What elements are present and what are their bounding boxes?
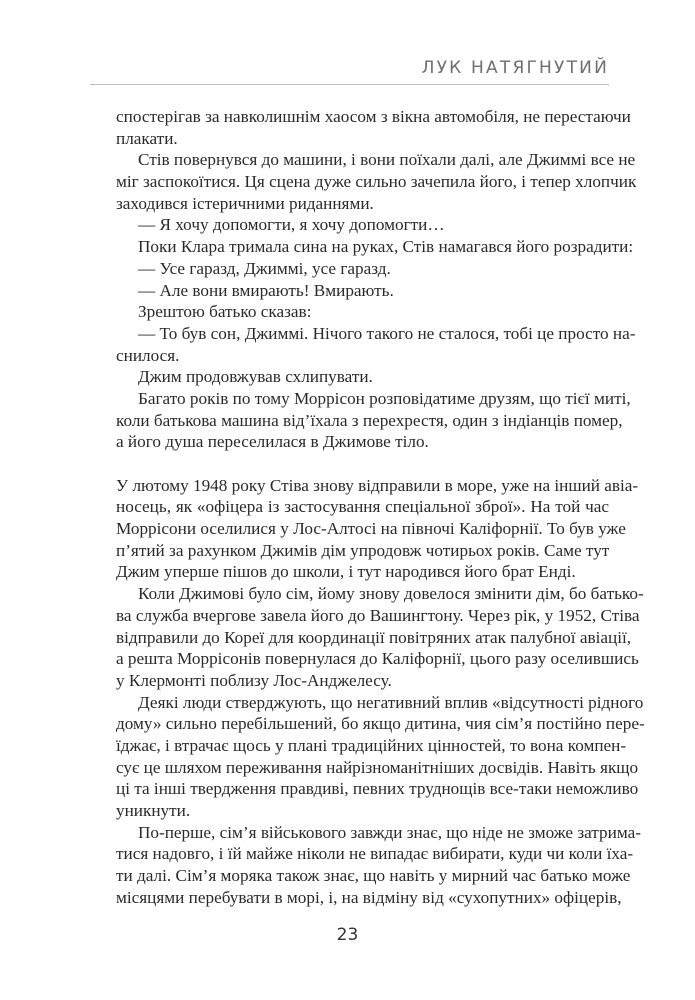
header-rule	[90, 84, 609, 85]
text-line: ці та інші твердження правдиві, певних труднощів все-таки неможливо	[116, 779, 639, 799]
text-line: — Усе гаразд, Джиммі, усе гаразд.	[138, 258, 391, 278]
body-text	[116, 106, 645, 908]
text-line: — Я хочу допомогти, я хочу допомогти…	[138, 215, 445, 235]
text-line: їджає, і втрачає щось у плані традиційних цінностей, то вона компен-	[116, 735, 627, 755]
text-line: Зрештою батько сказав:	[138, 302, 312, 322]
text-line: сує це шляхом переживання найрізноманітніших досвідів. Навіть якщо	[116, 757, 639, 777]
text-line: місяцями перебувати в морі, і, на відміну від «сухопутних» офіцерів,	[116, 887, 622, 907]
text-line: дому» сильно перебільшений, бо якщо дитина, чия сім’я постійно пере-	[116, 714, 645, 734]
running-head-title: ЛУК НАТЯГНУТИЙ	[421, 58, 609, 78]
text-line: снилося.	[116, 345, 180, 365]
text-line: По-перше, сім’я військового завжди знає, що ніде не зможе затрима-	[138, 822, 641, 842]
text-line: уникнути.	[116, 801, 191, 820]
text-line: плакати.	[116, 128, 178, 148]
text-line: — Але вони вмирають! Вмирають.	[138, 280, 394, 300]
text-line: Стів повернувся до машини, і вони поїхали далі, але Джиммі все не	[138, 150, 636, 170]
page-number: 23	[336, 925, 359, 945]
text-line: коли батькова машина від’їхала з перехрестя, один з індіанців помер,	[116, 410, 623, 430]
text-line: а його душа переселилася в Джимове тіло.	[116, 432, 429, 452]
text-line: носець, як «офіцера із застосування спеціальної зброї». На той час	[116, 497, 609, 517]
text-line: — То був сон, Джиммі. Нічого такого не сталося, тобі це просто на-	[138, 323, 636, 343]
text-line: Моррісони оселилися у Лос-Алтосі на півночі Каліфорнії. То був уже	[116, 519, 626, 539]
text-line: у Клермонті поблизу Лос-Анджелесу.	[116, 670, 392, 690]
text-line: п’ятий за рахунком Джимів дім упродовж чотирьох років. Саме тут	[116, 540, 610, 560]
text-line: Коли Джимові було сім, йому знову довелося змінити дім, бо батько-	[138, 584, 644, 604]
text-line: спостерігав за навколишнім хаосом з вікна автомобіля, не перестаючи	[116, 107, 631, 126]
text-line: Деякі люди стверджують, що негативний вплив «відсутності рідного	[138, 692, 644, 712]
text-line: У лютому 1948 року Стіва знову відправили в море, уже на інший авіа-	[116, 475, 639, 495]
text-line: заходився істеричними риданнями.	[116, 193, 374, 213]
text-line: ти далі. Сім’я моряка також знає, що навіть у мирний час батько може	[116, 866, 631, 886]
text-line: Джим продовжував схлипувати.	[138, 367, 373, 387]
text-line: Поки Клара тримала сина на руках, Стів намагався його розрадити:	[138, 237, 634, 257]
text-line: відправили до Кореї для координації повітряних атак палубної авіації,	[116, 627, 632, 647]
text-line: а решта Моррісонів повернулася до Каліфорнії, цього разу оселившись	[116, 649, 639, 669]
text-line: Джим уперше пішов до школи, і тут народився його брат Енді.	[116, 562, 576, 582]
text-line: міг заспокоїтися. Ця сцена дуже сильно зачепила його, і тепер хлопчик	[116, 172, 637, 192]
section-break	[116, 453, 609, 475]
text-line: тися надовго, і їй майже ніколи не випадає вибирати, куди чи коли їха-	[116, 844, 634, 864]
text-line: Багато років по тому Моррісон розповідатиме друзям, що тієї миті,	[138, 388, 631, 408]
text-line: ва служба вчергове завела його до Вашингтону. Через рік, у 1952, Стіва	[116, 605, 640, 625]
